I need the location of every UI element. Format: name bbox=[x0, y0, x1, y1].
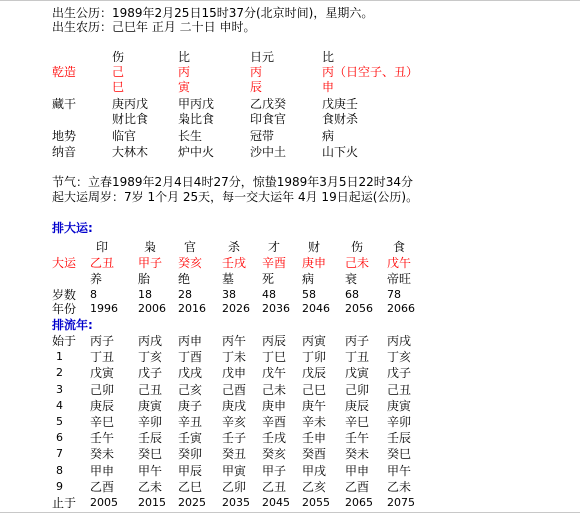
liunian-cell: 丁丑 bbox=[345, 350, 370, 364]
liunian-cell: 癸巳 bbox=[138, 447, 163, 461]
pillar-branch: 巳 bbox=[112, 80, 125, 94]
dayun-ganzhi: 辛酉 bbox=[262, 256, 287, 270]
pillar-tengod: 比 bbox=[178, 50, 191, 64]
pillar-stem: 己 bbox=[112, 65, 125, 79]
liunian-end-year: 2045 bbox=[262, 496, 290, 509]
liunian-cell: 壬午 bbox=[345, 431, 370, 445]
label-start: 始于 bbox=[52, 334, 77, 348]
label-end: 止于 bbox=[52, 496, 77, 510]
liunian-row-index: 3 bbox=[56, 383, 63, 396]
dayun-god: 财 bbox=[308, 240, 321, 254]
liunian-cell: 壬午 bbox=[90, 431, 115, 445]
dayun-ganzhi: 甲子 bbox=[138, 256, 163, 270]
liunian-cell: 乙未 bbox=[387, 480, 412, 494]
liunian-cell: 甲辰 bbox=[178, 464, 203, 478]
liunian-cell: 戊寅 bbox=[90, 366, 115, 380]
liunian-end-year: 2005 bbox=[90, 496, 118, 509]
liunian-cell: 庚午 bbox=[302, 399, 327, 413]
dayun-age: 38 bbox=[222, 288, 236, 301]
liunian-end-year: 2065 bbox=[345, 496, 373, 509]
liunian-cell: 壬辰 bbox=[387, 431, 412, 445]
dayun-god: 伤 bbox=[351, 240, 364, 254]
liunian-end-year: 2055 bbox=[302, 496, 330, 509]
liunian-cell: 戊午 bbox=[262, 366, 287, 380]
pillar-canggan: 乙戊癸 bbox=[250, 97, 287, 111]
liunian-cell: 癸巳 bbox=[387, 447, 412, 461]
liunian-cell: 乙卯 bbox=[222, 480, 247, 494]
pillar-tengod: 日元 bbox=[250, 50, 275, 64]
liunian-cell: 庚戌 bbox=[222, 399, 247, 413]
dayun-ganzhi: 己未 bbox=[345, 256, 370, 270]
pillar-tengod: 比 bbox=[322, 50, 335, 64]
liunian-row-index: 8 bbox=[56, 464, 63, 477]
dayun-age: 28 bbox=[178, 288, 192, 301]
pillar-tengod: 伤 bbox=[112, 50, 125, 64]
liunian-cell: 庚辰 bbox=[345, 399, 370, 413]
pillar-canggan: 甲丙戊 bbox=[178, 97, 215, 111]
liunian-row-index: 2 bbox=[56, 366, 63, 379]
liunian-cell: 壬戌 bbox=[262, 431, 287, 445]
birth-solar-date: 出生公历：1989年2月25日15时37分(北京时间)，星期六。 bbox=[52, 6, 374, 20]
liunian-cell: 戊申 bbox=[222, 366, 247, 380]
dayun-age: 18 bbox=[138, 288, 152, 301]
liunian-cell: 庚寅 bbox=[138, 399, 163, 413]
pillar-stem: 丙（日空子、丑） bbox=[322, 65, 419, 79]
pillar-nayin: 炉中火 bbox=[178, 145, 215, 159]
liunian-cell: 乙巳 bbox=[178, 480, 203, 494]
liunian-cell: 丁卯 bbox=[302, 350, 327, 364]
liunian-cell: 丁亥 bbox=[138, 350, 163, 364]
pillar-stem: 丙 bbox=[178, 65, 191, 79]
liunian-cell: 甲午 bbox=[387, 464, 412, 478]
dayun-year: 2066 bbox=[387, 302, 415, 315]
liunian-cell: 壬辰 bbox=[138, 431, 163, 445]
label-canggan: 藏干 bbox=[52, 97, 77, 111]
pillar-nayin: 大林木 bbox=[112, 145, 149, 159]
liunian-cell: 甲午 bbox=[138, 464, 163, 478]
pillar-dishi: 临官 bbox=[112, 129, 137, 143]
liunian-cell: 辛卯 bbox=[138, 415, 163, 429]
dayun-title: 排大运: bbox=[52, 221, 93, 235]
liunian-cell: 己酉 bbox=[222, 383, 247, 397]
dayun-god: 印 bbox=[96, 240, 109, 254]
liunian-cell: 甲申 bbox=[345, 464, 370, 478]
liunian-cell: 壬寅 bbox=[178, 431, 203, 445]
birth-lunar-date: 出生农历：己巳年 正月 二十日 申时。 bbox=[52, 20, 256, 34]
liunian-cell: 己巳 bbox=[302, 383, 327, 397]
liunian-cell: 壬申 bbox=[302, 431, 327, 445]
liunian-cell: 辛酉 bbox=[262, 415, 287, 429]
dayun-year: 2036 bbox=[262, 302, 290, 315]
dayun-state: 病 bbox=[302, 272, 315, 286]
dayun-age: 48 bbox=[262, 288, 276, 301]
liunian-cell: 甲寅 bbox=[222, 464, 247, 478]
liunian-row-index: 5 bbox=[56, 415, 63, 428]
liunian-title: 排流年: bbox=[52, 318, 93, 332]
liunian-cell: 辛巳 bbox=[345, 415, 370, 429]
liunian-start: 丙子 bbox=[90, 334, 115, 348]
liunian-cell: 庚寅 bbox=[387, 399, 412, 413]
dayun-god: 杀 bbox=[228, 240, 241, 254]
liunian-cell: 丁亥 bbox=[387, 350, 412, 364]
pillar-canggan-god: 财比食 bbox=[112, 112, 149, 126]
dayun-state: 衰 bbox=[345, 272, 358, 286]
pillar-canggan: 庚丙戊 bbox=[112, 97, 149, 111]
liunian-cell: 己亥 bbox=[178, 383, 203, 397]
liunian-cell: 甲戌 bbox=[302, 464, 327, 478]
liunian-row-index: 1 bbox=[56, 350, 63, 363]
pillar-stem: 丙 bbox=[250, 65, 263, 79]
liunian-cell: 戊戌 bbox=[178, 366, 203, 380]
liunian-cell: 癸未 bbox=[345, 447, 370, 461]
dayun-year: 2006 bbox=[138, 302, 166, 315]
liunian-row-index: 7 bbox=[56, 447, 63, 460]
liunian-cell: 丁丑 bbox=[90, 350, 115, 364]
dayun-state: 养 bbox=[90, 272, 103, 286]
liunian-cell: 丁巳 bbox=[262, 350, 287, 364]
dayun-year: 1996 bbox=[90, 302, 118, 315]
dayun-god: 食 bbox=[393, 240, 406, 254]
liunian-cell: 癸酉 bbox=[302, 447, 327, 461]
label-nayin: 纳音 bbox=[52, 145, 77, 159]
pillar-branch: 辰 bbox=[250, 80, 263, 94]
liunian-cell: 庚子 bbox=[178, 399, 203, 413]
pillar-canggan-god: 食财杀 bbox=[322, 112, 359, 126]
dayun-ganzhi: 壬戌 bbox=[222, 256, 247, 270]
liunian-cell: 壬子 bbox=[222, 431, 247, 445]
liunian-cell: 癸丑 bbox=[222, 447, 247, 461]
dayun-state: 墓 bbox=[222, 272, 235, 286]
dayun-age: 68 bbox=[345, 288, 359, 301]
dayun-age: 8 bbox=[90, 288, 97, 301]
dayun-state: 胎 bbox=[138, 272, 151, 286]
dayun-ganzhi: 庚申 bbox=[302, 256, 327, 270]
dayun-year: 2056 bbox=[345, 302, 373, 315]
dayun-age: 78 bbox=[387, 288, 401, 301]
liunian-row-index: 6 bbox=[56, 431, 63, 444]
liunian-start: 丙申 bbox=[178, 334, 203, 348]
liunian-cell: 戊辰 bbox=[302, 366, 327, 380]
pillar-branch: 申 bbox=[322, 80, 335, 94]
liunian-cell: 癸未 bbox=[90, 447, 115, 461]
liunian-cell: 戊子 bbox=[387, 366, 412, 380]
pillar-nayin: 沙中土 bbox=[250, 145, 287, 159]
liunian-end-year: 2035 bbox=[222, 496, 250, 509]
pillar-branch: 寅 bbox=[178, 80, 191, 94]
liunian-cell: 庚辰 bbox=[90, 399, 115, 413]
pillar-canggan: 戊庚壬 bbox=[322, 97, 359, 111]
pillar-canggan-god: 印食官 bbox=[250, 112, 287, 126]
liunian-cell: 乙未 bbox=[138, 480, 163, 494]
top-border bbox=[0, 0, 580, 1]
label-age: 岁数 bbox=[52, 288, 77, 302]
liunian-cell: 丁未 bbox=[222, 350, 247, 364]
label-dayun: 大运 bbox=[52, 256, 77, 270]
dayun-year: 2016 bbox=[178, 302, 206, 315]
liunian-cell: 己卯 bbox=[345, 383, 370, 397]
liunian-cell: 辛巳 bbox=[90, 415, 115, 429]
liunian-end-year: 2025 bbox=[178, 496, 206, 509]
liunian-start: 丙戌 bbox=[387, 334, 412, 348]
liunian-cell: 癸卯 bbox=[178, 447, 203, 461]
pillar-dishi: 冠带 bbox=[250, 129, 275, 143]
pillar-dishi: 长生 bbox=[178, 129, 203, 143]
dayun-ganzhi: 癸亥 bbox=[178, 256, 203, 270]
liunian-cell: 己丑 bbox=[138, 383, 163, 397]
dayun-ganzhi: 戊午 bbox=[387, 256, 412, 270]
dayun-state: 绝 bbox=[178, 272, 191, 286]
liunian-cell: 乙酉 bbox=[345, 480, 370, 494]
liunian-cell: 己卯 bbox=[90, 383, 115, 397]
liunian-cell: 戊子 bbox=[138, 366, 163, 380]
liunian-cell: 甲子 bbox=[262, 464, 287, 478]
label-year: 年份 bbox=[52, 302, 77, 316]
liunian-cell: 甲申 bbox=[90, 464, 115, 478]
liunian-row-index: 4 bbox=[56, 399, 63, 412]
liunian-cell: 辛亥 bbox=[222, 415, 247, 429]
qiyun-line: 起大运周岁：7岁 1个月 25天，每一交大运年 4月 19日起运(公历)。 bbox=[52, 190, 419, 204]
dayun-state: 帝旺 bbox=[387, 272, 412, 286]
dayun-year: 2046 bbox=[302, 302, 330, 315]
dayun-age: 58 bbox=[302, 288, 316, 301]
liunian-row-index: 9 bbox=[56, 480, 63, 493]
jieqi-line: 节气：立春1989年2月4日4时27分，惊蛰1989年3月5日22时34分 bbox=[52, 175, 414, 189]
pillar-canggan-god: 枭比食 bbox=[178, 112, 215, 126]
liunian-cell: 己丑 bbox=[387, 383, 412, 397]
liunian-cell: 庚申 bbox=[262, 399, 287, 413]
liunian-end-year: 2075 bbox=[387, 496, 415, 509]
label-dishi: 地势 bbox=[52, 129, 77, 143]
dayun-god: 枭 bbox=[144, 240, 157, 254]
liunian-start: 丙戌 bbox=[138, 334, 163, 348]
liunian-cell: 辛未 bbox=[302, 415, 327, 429]
liunian-cell: 癸亥 bbox=[262, 447, 287, 461]
liunian-start: 丙午 bbox=[222, 334, 247, 348]
liunian-start: 丙寅 bbox=[302, 334, 327, 348]
dayun-god: 才 bbox=[268, 240, 281, 254]
liunian-cell: 己未 bbox=[262, 383, 287, 397]
liunian-cell: 辛丑 bbox=[178, 415, 203, 429]
dayun-year: 2026 bbox=[222, 302, 250, 315]
liunian-cell: 乙亥 bbox=[302, 480, 327, 494]
liunian-cell: 乙酉 bbox=[90, 480, 115, 494]
dayun-ganzhi: 乙丑 bbox=[90, 256, 115, 270]
liunian-end-year: 2015 bbox=[138, 496, 166, 509]
liunian-cell: 丁酉 bbox=[178, 350, 203, 364]
dayun-state: 死 bbox=[262, 272, 275, 286]
pillar-nayin: 山下火 bbox=[322, 145, 359, 159]
dayun-god: 官 bbox=[184, 240, 197, 254]
liunian-cell: 乙丑 bbox=[262, 480, 287, 494]
liunian-cell: 辛卯 bbox=[387, 415, 412, 429]
pillar-dishi: 病 bbox=[322, 129, 335, 143]
label-qianzao: 乾造 bbox=[52, 65, 77, 79]
liunian-start: 丙子 bbox=[345, 334, 370, 348]
liunian-cell: 戊寅 bbox=[345, 366, 370, 380]
liunian-start: 丙辰 bbox=[262, 334, 287, 348]
